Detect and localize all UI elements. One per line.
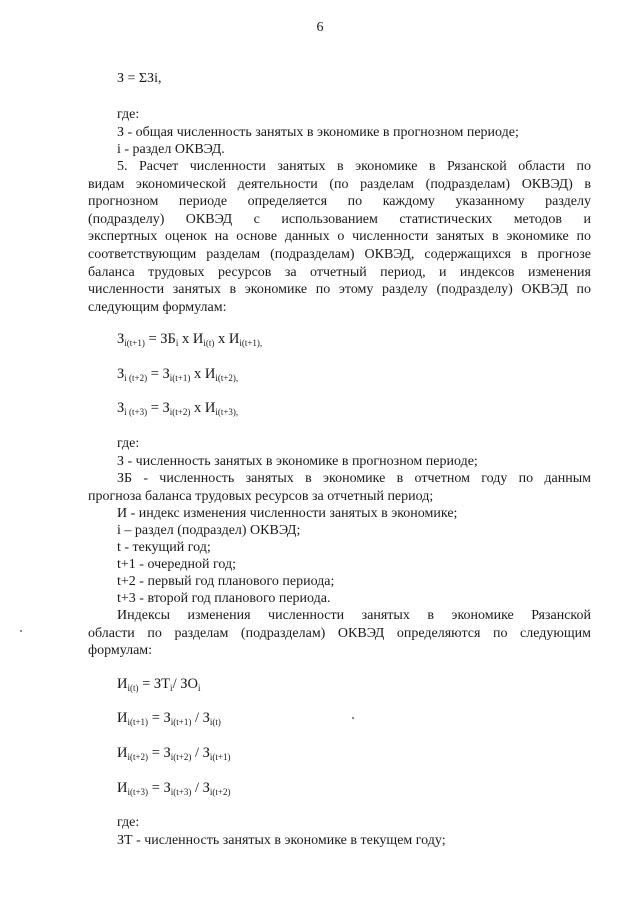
definition-next-year: t+1 - очередной год; [117, 557, 236, 572]
page-number: 6 [316, 20, 324, 35]
scan-speck [352, 717, 354, 719]
definition-total-employed: З - общая численность занятых в экономике в прогнозном периоде; [117, 125, 519, 140]
formula-index-t3: $И_{i(t+3)} = З_{i(t+3)} / З_{i(t+2)}$ [117, 780, 231, 797]
where-label: где: [117, 815, 140, 830]
formula-employment-t2: $З_{i (t+2)} = З_{i(t+1)}$ x $И_{i(t+2),}$ [117, 366, 239, 383]
formula-index-t2: $И_{i(t+2)} = З_{i(t+2)} / З_{i(t+1)}$ [117, 745, 231, 762]
definition-subsection: i – раздел (подраздел) ОКВЭД; [117, 523, 301, 538]
definition-current-year-employed: ЗТ - численность занятых в экономике в текущем году; [117, 833, 446, 848]
definition-section: i - раздел ОКВЭД. [117, 142, 225, 157]
formula-index-t: $И_{i(t)} = ЗТ_i/$ $ЗО_i$ [117, 676, 201, 693]
sum-formula: З = ΣЗi, [117, 71, 162, 86]
document-page: 6 З = ΣЗi, где: З - общая численность занятых в экономике в прогнозном периоде; i - раздел ОКВЭД. 5. Расчет численности занятых в экономике в Рязанской области по видам экономической деятельности (по разделам (подразделам) ОКВЭД) в прогнозном периоде определяется по каждому указанному разделу (подразделу) ОКВЭД с использованием статистических методов и экспертных оценок на основе данных о численности занятых в экономике по соответствующим разделам (подразделам) ОКВЭД, содержащихся в прогнозе баланса трудовых ресурсов за отчетный период, и индексов изменения численности занятых в экономике по этому разделу (подразделу) ОКВЭД по следующим формулам: $З_{i(t+1)} = ЗБ_i$ x $И_{i(t)}$ x $И_{i(t+1),}$ $З_{i (t+2)} = З_{i(t+1)}$ x $И_{i(t+2),}$ $З_{i (t+3)} = З_{i(t+2)}$ x $И_{i(t+3),}$ где: З - численность занятых в экономике в прогнозном периоде; ЗБ - численность занятых в экономике в отчетном году по данным прогноза баланса трудовых ресурсов за отчетный период; И - индекс изменения численности занятых в экономике; i – раздел (подраздел) ОКВЭД; t - текущий год; t+1 - очередной год; t+2 - первый год планового периода; t+3 - второй год планового периода. Индексы изменения численности занятых в экономике Рязанской области по разделам (подразделам) ОКВЭД определяются по следующим формулам: $И_{i(t)} = ЗТ_i/$ $ЗО_i$ $И_{i(t+1)} = З_{i(t+1)} / З_{i(t)}$ $И_{i(t+2)} = З_{i(t+2)} / З_{i(t+1)}$ $И_{i(t+3)} = З_{i(t+3)} / З_{i(t+2)}$ где: ЗТ - численность занятых в экономике в текущем году; [0, 0, 640, 905]
definition-forecast-employed: З - численность занятых в экономике в прогнозном периоде; [117, 454, 478, 469]
definition-current-year: t - текущий год; [117, 540, 211, 555]
definition-plan-year-1: t+2 - первый год планового периода; [117, 574, 335, 589]
scan-speck [20, 630, 22, 632]
definition-plan-year-2: t+3 - второй год планового периода. [117, 591, 331, 606]
definition-index: И - индекс изменения численности занятых в экономике; [117, 506, 458, 521]
formula-employment-t3: $З_{i (t+3)} = З_{i(t+2)}$ x $И_{i(t+3),}$ [117, 400, 239, 417]
where-label: где: [117, 107, 140, 122]
formula-index-t1: $И_{i(t+1)} = З_{i(t+1)} / З_{i(t)}$ [117, 710, 221, 727]
where-label: где: [117, 436, 140, 451]
formula-employment-t1: $З_{i(t+1)} = ЗБ_i$ x $И_{i(t)}$ x $И_{i(t+1),}$ [117, 331, 263, 348]
